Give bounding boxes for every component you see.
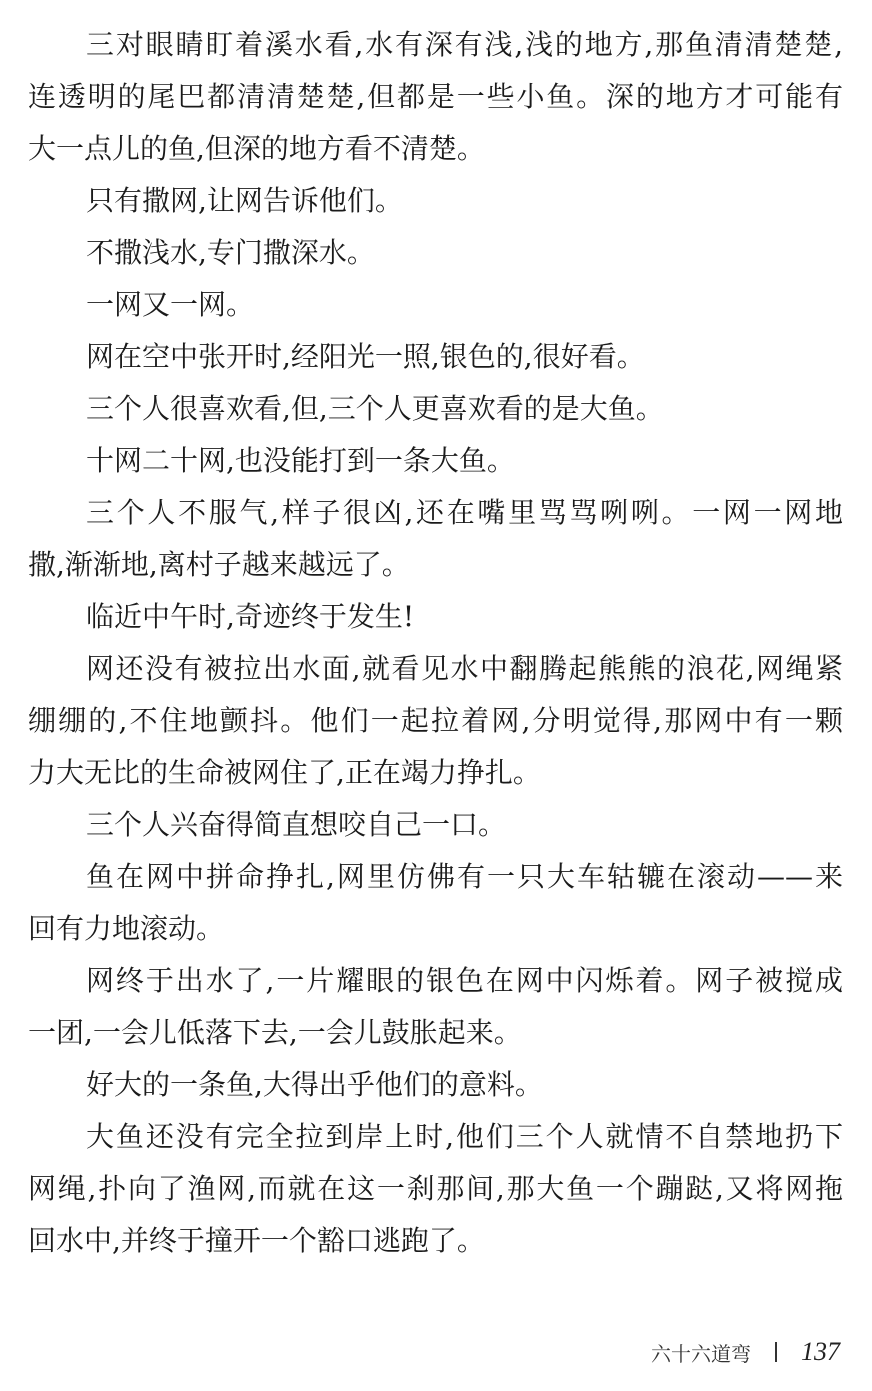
text-line: 力大无比的生命被网住了,正在竭力挣扎。: [28, 756, 541, 789]
paragraph: [28, 1111, 843, 1267]
page-number: 137: [801, 1337, 840, 1366]
text-line: 连透明的尾巴都清清楚楚,但都是一些小鱼。深的地方才可能有: [28, 80, 843, 113]
text-line: 绷绷的,不住地颤抖。他们一起拉着网,分明觉得,那网中有一颗: [28, 704, 843, 737]
paragraph: [28, 331, 843, 383]
text-line: 网终于出水了,一片耀眼的银色在网中闪烁着。网子被搅成: [86, 964, 843, 997]
page-footer: [651, 1332, 840, 1372]
text-line: 一网又一网。: [86, 288, 255, 321]
paragraph: [28, 591, 843, 643]
text-line: 好大的一条鱼,大得出乎他们的意料。: [86, 1068, 543, 1101]
text-line: 三个人不服气,样子很凶,还在嘴里骂骂咧咧。一网一网地: [86, 496, 843, 529]
paragraph: [28, 19, 843, 175]
running-title: 六十六道弯: [651, 1341, 751, 1366]
paragraph: [28, 227, 843, 279]
paragraph: [28, 955, 843, 1059]
text-line: 回有力地滚动。: [28, 912, 225, 945]
paragraph: [28, 435, 843, 487]
paragraph: [28, 643, 843, 799]
paragraph: [28, 799, 843, 851]
paragraph: [28, 383, 843, 435]
paragraph: [28, 279, 843, 331]
text-line: 鱼在网中拼命挣扎,网里仿佛有一只大车轱辘在滚动——来: [86, 860, 843, 893]
text-line: 撒,渐渐地,离村子越来越远了。: [28, 548, 410, 581]
text-line: 只有撒网,让网告诉他们。: [86, 184, 403, 217]
text-line: 回水中,并终于撞开一个豁口逃跑了。: [28, 1224, 485, 1257]
paragraph: [28, 851, 843, 955]
text-line: 三个人兴奋得简直想咬自己一口。: [86, 808, 507, 841]
footer-divider: [775, 1342, 777, 1362]
text-line: 三对眼睛盯着溪水看,水有深有浅,浅的地方,那鱼清清楚楚,: [86, 28, 843, 61]
text-line: 三个人很喜欢看,但,三个人更喜欢看的是大鱼。: [86, 392, 664, 425]
text-line: 一团,一会儿低落下去,一会儿鼓胀起来。: [28, 1016, 522, 1049]
text-line: 十网二十网,也没能打到一条大鱼。: [86, 444, 515, 477]
text-line: 网绳,扑向了渔网,而就在这一刹那间,那大鱼一个蹦跶,又将网拖: [28, 1172, 843, 1205]
text-line: 大鱼还没有完全拉到岸上时,他们三个人就情不自禁地扔下: [86, 1120, 843, 1153]
text-line: 不撒浅水,专门撒深水。: [86, 236, 375, 269]
paragraph: [28, 175, 843, 227]
paragraph: [28, 487, 843, 591]
text-line: 网在空中张开时,经阳光一照,银色的,很好看。: [86, 340, 645, 373]
text-line: 大一点儿的鱼,但深的地方看不清楚。: [28, 132, 485, 165]
text-line: 临近中午时,奇迹终于发生!: [86, 600, 415, 633]
text-line: 网还没有被拉出水面,就看见水中翻腾起熊熊的浪花,网绳紧: [86, 652, 843, 685]
paragraph: [28, 1059, 843, 1111]
body-text: [28, 19, 843, 1267]
